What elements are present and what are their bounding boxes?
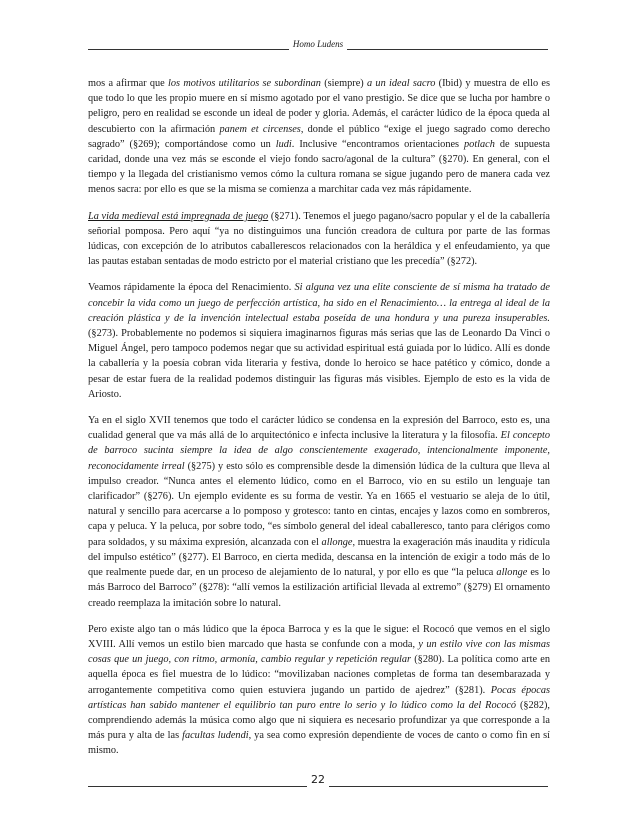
emphasis-run: facultas ludendi [182, 730, 249, 742]
emphasis-run: los motivos utilitarios se subordinan [168, 78, 321, 89]
text-run: Ya en el siglo XVII tenemos que todo el carácter lúdico se condensa en la expresión del Barroco, esto es, una cualidad general que va más allá de lo arquitectónico e infecta inclusive la literatura y la filosofía. [88, 415, 550, 442]
paragraph-1 [88, 76, 550, 198]
text-run: Veamos rápidamente la época del Renacimiento. [88, 282, 295, 294]
emphasis-run: allonge [321, 536, 353, 548]
text-run: (§282), comprendiendo además la música como algo que ni siquiera es necesario profundizar ya que corresponde a la más pura y alta de las [88, 699, 550, 742]
text-run: (§273). Probablemente no podemos si siquiera imaginarnos figuras más serias que las de Leonardo Da Vinci o Miguel Ángel, pero tampoco podemos negar que su actividad espiritual está guiada por lo lúdico. Allí es donde la caballería y la poesía cobran vida literaria y festiva, donde lo heroico se hace patético y cómico, donde a pesar de estar fuera de la realidad podemos distinguir las figuras más visibles. Ejemplo de esto es la vida de Ariosto. [88, 328, 550, 400]
running-header [88, 36, 548, 50]
text-run: , ya sea como expresión dependiente de voces de canto o como fin en sí mismo. [88, 730, 550, 757]
emphasis-run: y un estilo vive con las mismas cosas que un juego, con ritmo, armonía, cambio regular y repetición regular [88, 638, 550, 666]
emphasis-run: ludi [275, 138, 292, 150]
body-text [88, 76, 550, 770]
paragraph-4 [88, 413, 550, 611]
header-title: Homo Ludens [292, 39, 344, 49]
text-run: , muestra la exageración más inaudita y ridícula del impulso estético” (§277). El Barroco, en cierta medida, descansa en la intención de exigir a todo más de lo que realmente puede dar, en un proceso de alejamiento de lo natural, y por ello es que “la peluca [88, 536, 550, 579]
page-number: 22 [311, 773, 325, 786]
running-footer [88, 771, 548, 787]
emphasis-run: panem et circenses [219, 123, 301, 135]
text-run: Pero existe algo tan o más lúdico que la época Barroca y es la que le sigue: el Rococó que vemos en el siglo XVIII. Allí vemos un estilo bien marcado que hasta se confunde con a moda, [88, 623, 550, 650]
text-run: (§271). Tenemos el juego pagano/sacro popular y el de la caballería señorial pomposa. Pero aquí “ya no distinguimos una función creadora de cultura por parte de las formas lúdicas, con excepción de lo atributos caballerescos relacionados con la heráldica y el enfeudamiento, ya que las pautas estaban sentadas de modo estricto por el material cristiano que les precedía” (§272). [88, 210, 550, 268]
text-run: . Inclusive “encontramos orientaciones [291, 138, 465, 150]
header-rule-left [88, 40, 289, 50]
text-run: de supuesta caridad, donde una vez más se esconde el viejo fondo sacro/agonal de la cultura” (§270). En general, con el tiempo y la llegada del cristianismo vemos cómo la cultura romana se sigue jugando pero de manera cada vez menos sacra: por ello es que se la misma se comienza a marchitar cada vez más rápidamente. [88, 138, 550, 196]
emphasis-run: allonge [496, 567, 528, 579]
emphasis-run: a un ideal sacro [366, 78, 436, 89]
header-rule-right [347, 40, 548, 50]
text-run: (Ibid) y muestra de ello es que todo lo que les propio muere en sí mismo agotado por el vano prestigio. Se dice que se lucha por hambre o peligro, pero en realidad se esconde un ideal de poder y gloria. Además, el carácter lúdico de la época queda al descubierto con la afirmación [88, 78, 550, 135]
emphasis-run: La vida medieval está impregnada de juego [88, 210, 269, 222]
text-run: (§280). La política como arte en aquella época es fiel muestra de lo lúdico: “movilizaban naciones completas de forma tan desembarazada y arrogantemente competitiva como quien estuviera jugando un partido de ajedrez” (§281). [88, 654, 550, 696]
paragraph-3 [88, 280, 550, 402]
footer-rule-left [88, 775, 307, 787]
text-run: (§275) y esto sólo es comprensible desde la dimensión lúdica de la cultura que lleva al impulso creador. “Nunca antes el elemento lúdico, como en el Barroco, vio en su estilo un lenguaje tan clarificador” (§276). Un ejemplo evidente es su forma de vestir. Ya en 1665 el vestuario se aleja de lo útil, natural y sencillo para acercarse a lo pomposo y grotesco: tanto en cintas, encajes y lazos como en sombreros, capa y peluca. Y la peluca, por sobre todo, “es símbolo general del ideal caballeresco, tanto para clérigos como para soldados, y su máxima expresión, alcanzada con el [88, 460, 551, 548]
text-run: (siempre) [320, 78, 367, 89]
text-run: , donde el público “exige el juego sagrado como derecho sagrado” (§269); comportándose como un [88, 123, 550, 150]
paragraph-2 [88, 209, 550, 270]
emphasis-run: potlach [464, 138, 495, 150]
emphasis-run: Pocas épocas artísticas han sabido mantener el equilibrio tan puro entre lo serio y lo lúdico como la del Rococó [88, 684, 550, 711]
text-run: mos a afirmar que [88, 78, 169, 89]
footer-rule-right [329, 775, 548, 787]
paragraph-5 [88, 622, 550, 759]
emphasis-run: Si alguna vez una elite consciente de sí misma ha tratado de concebir la vida como un juego de perfección artística, ha sido en el Renacimiento… la entrega al ideal de la creación plástica y de la invención intelectual estaba poseída de una hondura y una pureza insuperables. [88, 282, 550, 324]
emphasis-run: El concepto de barroco sucinta siempre la idea de algo conscientemente exagerado, intencionalmente imponente, reconocidamente irreal [88, 430, 550, 472]
text-run: es lo más Barroco del Barroco” (§278): “allí vemos la estilización artificial llevada al extremo” (§279) El ornamento creado reemplaza la imitación sobre lo natural. [88, 567, 550, 609]
